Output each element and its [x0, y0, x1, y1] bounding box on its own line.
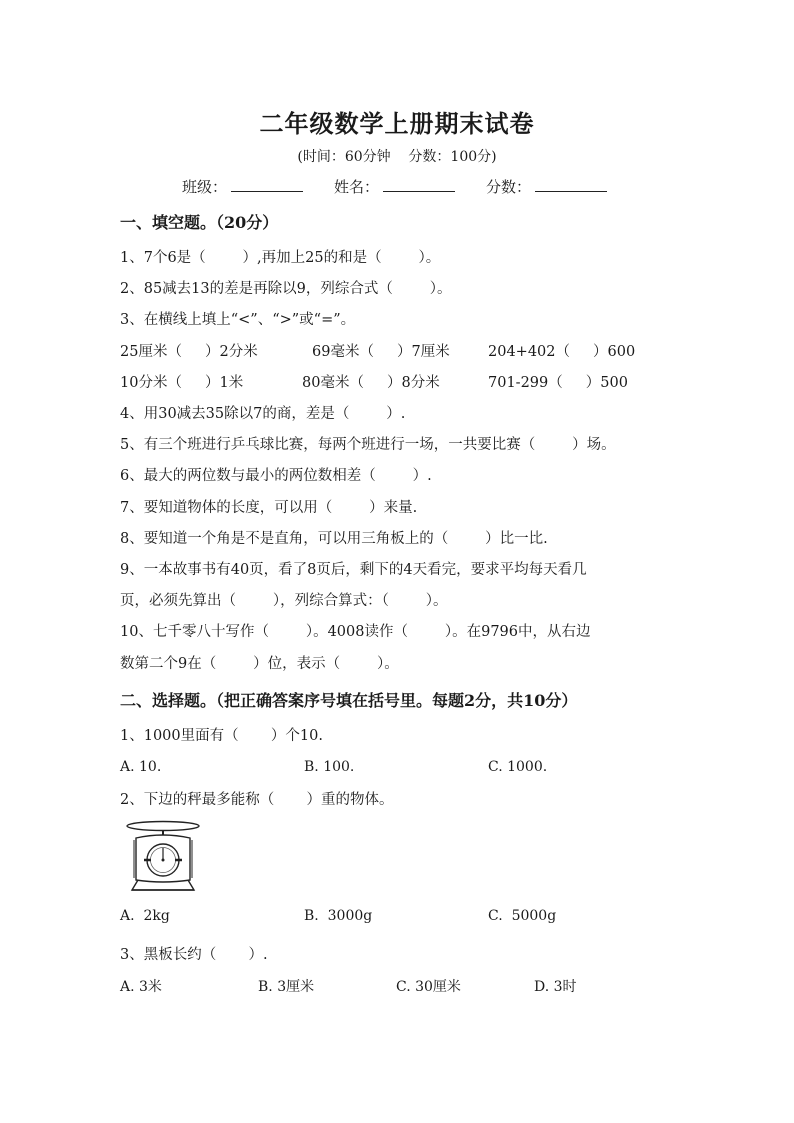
class-label: 班级： — [182, 178, 228, 196]
class-field — [182, 176, 303, 197]
s2-q1-option-b: B. 100. — [304, 759, 355, 775]
s2-q3-option-c: C. 30厘米 — [396, 979, 461, 995]
s2-q3-option-d: D. 3时 — [534, 979, 577, 995]
compare-item: 69毫米（ ）7厘米 — [312, 344, 450, 360]
s1-question-1: 1、7个6是（ ）,再加上25的和是（ ）。 — [120, 250, 441, 266]
s2-q2-option-c: C. 5000g — [488, 908, 557, 924]
s2-q1-option-a: A. 10. — [120, 759, 162, 775]
compare-item: 10分米（ ）1米 — [120, 375, 244, 391]
section1-heading: 一、填空题。（20分） — [120, 213, 279, 232]
s1-question-4: 4、用30减去35除以7的商，差是（ ）. — [120, 406, 406, 422]
s2-q1-option-c: C. 1000. — [488, 759, 548, 775]
s1-question-8: 8、要知道一个角是不是直角，可以用三角板上的（ ）比一比. — [120, 531, 548, 547]
s2-q2-option-b: B. 3000g — [304, 908, 373, 924]
s1-question-2: 2、85减去13的差是再除以9，列综合式（ ）。 — [120, 281, 452, 297]
kitchen-scale-image — [124, 818, 202, 892]
s1-question-9-line2: 页，必须先算出（ ），列综合算式：（ ）。 — [120, 593, 448, 609]
compare-item: 204+402（ ）600 — [488, 344, 636, 360]
class-blank[interactable] — [231, 177, 303, 192]
compare-item: 25厘米（ ）2分米 — [120, 344, 258, 360]
exam-subtitle: (时间：60分钟 分数：100分) — [297, 149, 497, 165]
s1-question-9-line1: 9、一本故事书有40页，看了8页后，剩下的4天看完，要求平均每天看几 — [120, 562, 587, 578]
score-label: 分数： — [486, 178, 532, 196]
s1-question-5: 5、有三个班进行乒乓球比赛，每两个班进行一场，一共要比赛（ ）场。 — [120, 437, 616, 453]
name-field — [334, 176, 455, 197]
s2-question-1: 1、1000里面有（ ）个10. — [120, 728, 323, 744]
compare-item: 701-299（ ）500 — [488, 375, 628, 391]
page-title: 二年级数学上册期末试卷 — [259, 109, 535, 138]
s1-question-10-line1: 10、七千零八十写作（ ）。4008读作（ ）。在9796中，从右边 — [120, 624, 591, 640]
name-blank[interactable] — [383, 177, 455, 192]
score-field — [486, 176, 607, 197]
s2-q3-option-a: A. 3米 — [120, 979, 162, 995]
s2-q3-option-b: B. 3厘米 — [258, 979, 315, 995]
s1-question-10-line2: 数第二个9在（ ）位，表示（ ）。 — [120, 656, 399, 672]
score-blank[interactable] — [535, 177, 607, 192]
s2-question-2: 2、下边的秤最多能称（ ）重的物体。 — [120, 792, 394, 808]
s1-question-7: 7、要知道物体的长度，可以用（ ）来量. — [120, 500, 418, 516]
s2-q2-option-a: A. 2kg — [120, 908, 170, 924]
s1-question-6: 6、最大的两位数与最小的两位数相差（ ）. — [120, 468, 432, 484]
section2-heading: 二、选择题。（把正确答案序号填在括号里。每题2分，共10分） — [120, 691, 578, 710]
s2-question-3: 3、黑板长约（ ）. — [120, 947, 268, 963]
s1-question-3: 3、在横线上填上“<”、“>”或“=”。 — [120, 312, 356, 328]
compare-item: 80毫米（ ）8分米 — [302, 375, 440, 391]
name-label: 姓名： — [334, 178, 380, 196]
